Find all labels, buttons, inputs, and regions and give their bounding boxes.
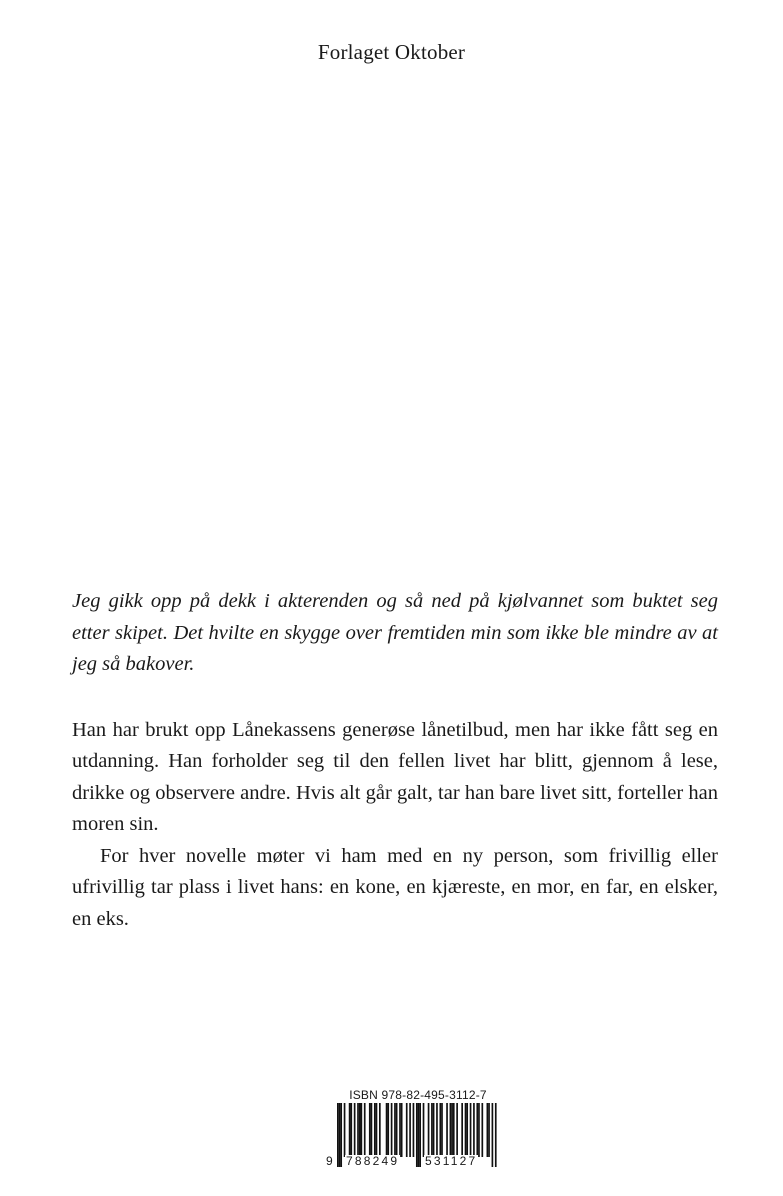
barcode-bar [423, 1103, 425, 1157]
barcode-bar [431, 1103, 433, 1157]
barcode-bar [439, 1103, 441, 1157]
description-paragraph-2: For hver novelle møter vi ham med en ny person, som frivillig eller ufrivillig tar plass i livet hans: en kone, en kjæreste, en mor, en far, en elsker, en eks. [72, 844, 718, 930]
barcode-bar [481, 1103, 483, 1157]
barcode-bar [396, 1103, 398, 1157]
barcode-bar [466, 1103, 468, 1157]
publisher-name: Forlaget Oktober [317, 40, 466, 64]
barcode-bar [409, 1103, 411, 1157]
barcode-bar [456, 1103, 458, 1157]
barcode-bar [374, 1103, 376, 1157]
barcode-bar [399, 1103, 401, 1157]
barcode-bar [349, 1103, 351, 1157]
barcode-bar [473, 1103, 475, 1157]
barcode-bar [361, 1103, 363, 1157]
barcode-bar [350, 1103, 352, 1157]
barcode-bar [379, 1103, 381, 1157]
barcode-bar [450, 1103, 452, 1157]
excerpt-quote: Jeg gikk opp på dekk i akterenden og så ned på kjølvannet som buktet seg etter skipet. Det hvilte en skygge over fremtiden min som ikke ble mindre av at jeg så bakover. [72, 590, 718, 675]
isbn-barcode [325, 1088, 505, 1167]
barcode-bar [465, 1103, 467, 1157]
barcode-bar [391, 1103, 393, 1157]
barcode-bar [376, 1103, 378, 1157]
barcode-bar [453, 1103, 455, 1157]
barcode-bar [371, 1103, 373, 1157]
barcode-bar [344, 1103, 346, 1157]
barcode-bar [418, 1103, 420, 1167]
barcode-bar [461, 1103, 463, 1157]
barcode-bar [337, 1103, 339, 1167]
barcode-bar [406, 1103, 408, 1157]
barcode-bar [495, 1103, 497, 1167]
barcode-bar [441, 1103, 443, 1157]
barcode-bar [387, 1103, 389, 1157]
barcode-bar [354, 1103, 356, 1157]
barcode-bar [433, 1103, 435, 1157]
barcode-bar [419, 1103, 421, 1167]
barcode-bar [359, 1103, 361, 1157]
barcode-bar [386, 1103, 388, 1157]
barcode-bar [394, 1103, 396, 1157]
barcode-bar [470, 1103, 472, 1157]
barcode-bar [413, 1103, 415, 1157]
description-paragraph-1: Han har brukt opp Lånekassens generøse lånetilbud, men har ikke fått seg en utdanning. Han forholder seg til den fellen livet har blitt, gjennom å lese, drikke og observere andre. Hvis alt går galt, tar han bare livet sitt, forteller han moren sin. [72, 718, 718, 835]
barcode-digits-left: 788249 [346, 1154, 400, 1168]
barcode-bars [325, 1103, 505, 1167]
barcode-bar [339, 1103, 341, 1167]
barcode-bar [451, 1103, 453, 1157]
barcode-digit-first: 9 [326, 1154, 335, 1168]
back-cover-blurb [72, 586, 718, 935]
barcode-bar [488, 1103, 490, 1157]
barcode-bar [369, 1103, 371, 1157]
barcode-bar [416, 1103, 418, 1167]
barcode-bar [364, 1103, 366, 1157]
barcode-bar [401, 1103, 403, 1157]
barcode-bar [476, 1103, 478, 1157]
barcode-bar [436, 1103, 438, 1157]
barcode-bar [340, 1103, 342, 1167]
barcode-bar [446, 1103, 448, 1157]
isbn-label: ISBN 978-82-495-3112-7 [349, 1088, 487, 1102]
barcode-bar [357, 1103, 359, 1157]
barcode-bar [487, 1103, 489, 1157]
barcode-bar [478, 1103, 480, 1157]
barcode-bar [492, 1103, 494, 1167]
barcode-bar [428, 1103, 430, 1157]
barcode-digits-right: 531127 [425, 1154, 478, 1168]
